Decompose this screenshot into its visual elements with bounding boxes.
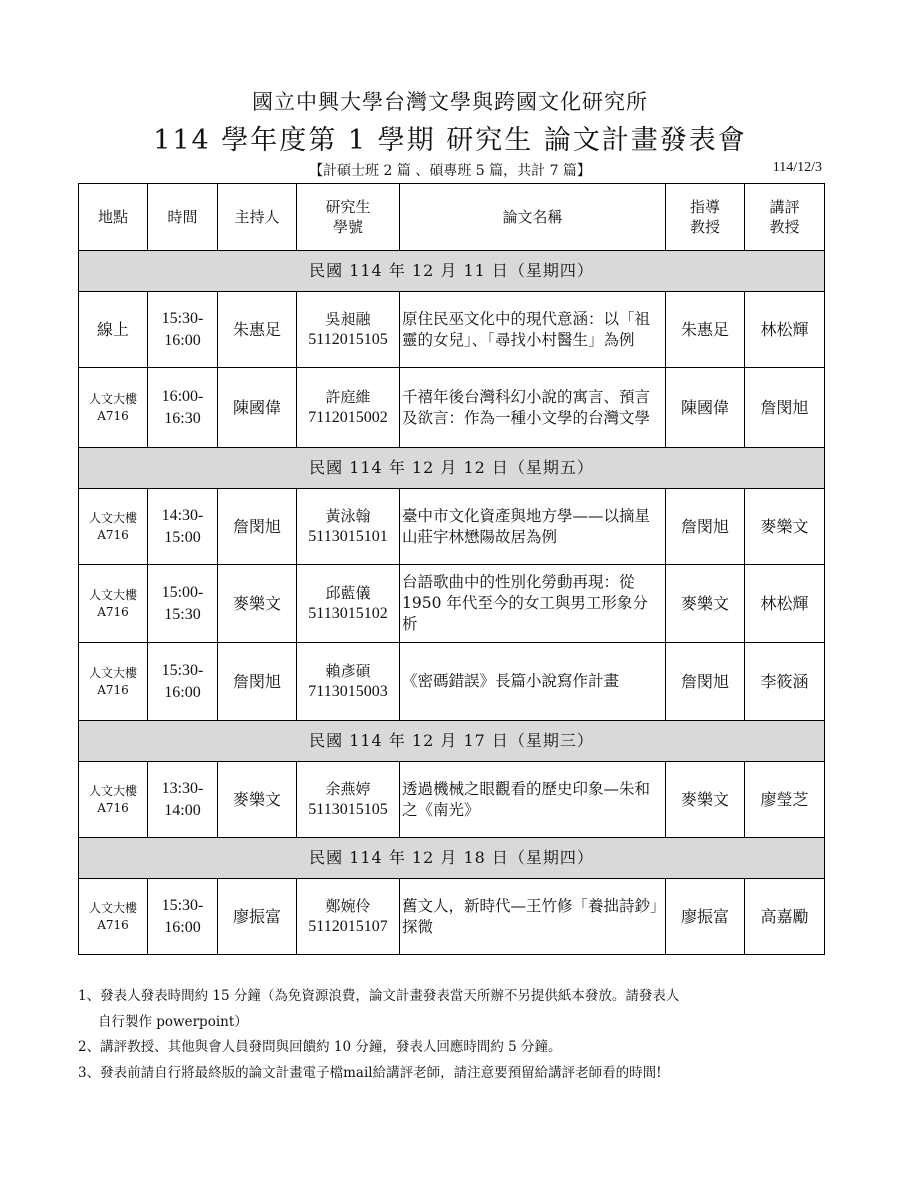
host-cell: 朱惠足: [218, 292, 297, 368]
host-cell: 陳國偉: [218, 368, 297, 448]
header-reviewer-line1: 講評: [769, 197, 800, 216]
location-cell: [79, 565, 148, 643]
advisor-cell: 麥樂文: [666, 762, 745, 838]
student-id: 7113015003: [308, 682, 388, 700]
reviewer-cell: 麥樂文: [745, 489, 825, 565]
note-1-continued: 自行製作 powerpoint）: [98, 1013, 248, 1030]
table-row: [79, 643, 825, 721]
location-cell: [79, 879, 148, 955]
student-cell: [297, 879, 400, 955]
time-end: 14:00: [164, 801, 201, 819]
notes-section: [78, 984, 838, 1087]
student-id: 5113015101: [308, 527, 388, 545]
day-date-label: 民國 114 年 12 月 17 日（星期三）: [79, 721, 825, 762]
host-cell: 詹閔旭: [218, 643, 297, 721]
header-reviewer: [745, 184, 825, 251]
advisor-cell: 詹閔旭: [666, 489, 745, 565]
student-id: 5113015102: [308, 604, 388, 622]
student-id: 5112015107: [308, 917, 388, 935]
time-cell: [148, 368, 218, 448]
time-start: 15:00-: [161, 583, 204, 601]
advisor-cell: 陳國偉: [666, 368, 745, 448]
student-cell: [297, 489, 400, 565]
time-end: 16:00: [164, 331, 201, 349]
time-cell: [148, 489, 218, 565]
header-host: 主持人: [218, 184, 297, 251]
header-thesis: 論文名稱: [400, 184, 666, 251]
location-building: 線上: [96, 319, 129, 339]
time-end: 15:00: [164, 528, 201, 546]
day-header-row: [79, 251, 825, 292]
location-cell: [79, 489, 148, 565]
student-name: 鄭婉伶: [325, 896, 371, 915]
reviewer-cell: 詹閔旭: [745, 368, 825, 448]
paper-count-subtitle: 【計碩士班 2 篇 、碩專班 5 篇，共計 7 篇】: [309, 163, 591, 179]
student-cell: [297, 762, 400, 838]
header-advisor-line1: 指導: [689, 197, 720, 216]
header-student-line1: 研究生: [325, 197, 371, 216]
time-cell: [148, 565, 218, 643]
location-room: A716: [97, 682, 129, 697]
time-start: 14:30-: [161, 506, 204, 524]
thesis-title-cell: 台語歌曲中的性別化勞動再現：從 1950 年代至今的女工與男工形象分析: [400, 565, 666, 643]
student-name: 邱藍儀: [325, 583, 371, 602]
day-date-label: 民國 114 年 12 月 11 日（星期四）: [79, 251, 825, 292]
location-cell: [79, 292, 148, 368]
time-end: 16:30: [164, 409, 201, 427]
student-id: 7112015002: [308, 408, 388, 426]
advisor-cell: 朱惠足: [666, 292, 745, 368]
table-header-row: [79, 184, 825, 251]
day-header-row: [79, 721, 825, 762]
thesis-title-cell: 原住民巫文化中的現代意涵：以「祖靈的女兒」、「尋找小村醫生」為例: [400, 292, 666, 368]
table-row: [79, 762, 825, 838]
time-start: 15:30-: [161, 661, 204, 679]
host-cell: 麥樂文: [218, 762, 297, 838]
thesis-title-cell: 《密碼錯誤》長篇小說寫作計畫: [400, 643, 666, 721]
note-2: 2、講評教授、其他與會人員發問與回饋約 10 分鐘，發表人回應時間約 5 分鐘。: [78, 1039, 562, 1056]
student-name: 余燕婷: [325, 779, 371, 798]
host-cell: 廖振富: [218, 879, 297, 955]
host-cell: 麥樂文: [218, 565, 297, 643]
student-id: 5112015105: [308, 330, 388, 348]
table-row: [79, 879, 825, 955]
time-start: 15:30-: [161, 309, 204, 327]
note-3: 3、發表前請自行將最終版的論文計畫電子檔mail給講評老師，請注意要預留給講評老師看的時間!: [78, 1064, 662, 1081]
time-cell: [148, 292, 218, 368]
time-end: 16:00: [164, 683, 201, 701]
thesis-title-cell: 千禧年後台灣科幻小說的寓言、預言及欲言：作為一種小文學的台灣文學: [400, 368, 666, 448]
institute-title: 國立中興大學台灣文學與跨國文化研究所: [252, 90, 648, 114]
advisor-cell: 詹閔旭: [666, 643, 745, 721]
location-cell: [79, 643, 148, 721]
time-start: 15:30-: [161, 896, 204, 914]
thesis-title-cell: 透過機械之眼觀看的歷史印象—朱和之《南光》: [400, 762, 666, 838]
student-name: 吳昶融: [325, 309, 371, 328]
time-cell: [148, 643, 218, 721]
header-time: 時間: [148, 184, 218, 251]
location-building: 人文大樓: [88, 901, 137, 916]
location-room: A716: [97, 604, 129, 619]
location-building: 人文大樓: [88, 511, 137, 526]
day-date-label: 民國 114 年 12 月 12 日（星期五）: [79, 448, 825, 489]
reviewer-cell: 林松輝: [745, 565, 825, 643]
thesis-title-cell: 舊文人，新時代—王竹修「養拙詩鈔」探微: [400, 879, 666, 955]
student-id: 5113015105: [308, 800, 388, 818]
header-location: 地點: [79, 184, 148, 251]
advisor-cell: 麥樂文: [666, 565, 745, 643]
event-title: 114 學年度第 1 學期 研究生 論文計畫發表會: [153, 125, 747, 156]
location-cell: [79, 368, 148, 448]
location-building: 人文大樓: [88, 666, 137, 681]
day-header-row: [79, 448, 825, 489]
day-header-row: [79, 838, 825, 879]
note-1: 1、發表人發表時間約 15 分鐘（為免資源浪費，論文計畫發表當天所辦不另提供紙本發放。請發表人: [78, 988, 680, 1004]
table-row: [79, 565, 825, 643]
student-cell: [297, 368, 400, 448]
thesis-title-cell: 臺中市文化資產與地方學——以摘星山莊宇林懋陽故居為例: [400, 489, 666, 565]
table-row: [79, 489, 825, 565]
location-cell: [79, 762, 148, 838]
location-room: A716: [97, 800, 129, 815]
reviewer-cell: 廖瑩芝: [745, 762, 825, 838]
reviewer-cell: 高嘉勵: [745, 879, 825, 955]
location-building: 人文大樓: [88, 392, 137, 407]
time-end: 15:30: [164, 605, 201, 623]
table-row: [79, 368, 825, 448]
student-cell: [297, 643, 400, 721]
student-cell: [297, 565, 400, 643]
time-start: 13:30-: [161, 779, 204, 797]
host-cell: 詹閔旭: [218, 489, 297, 565]
location-building: 人文大樓: [88, 784, 137, 799]
student-name: 黃泳翰: [325, 506, 371, 525]
location-room: A716: [97, 527, 129, 542]
schedule-table: [78, 183, 825, 955]
header-reviewer-line2: 教授: [769, 218, 800, 236]
location-room: A716: [97, 917, 129, 932]
day-date-label: 民國 114 年 12 月 18 日（星期四）: [79, 838, 825, 879]
location-room: A716: [97, 408, 129, 423]
student-cell: [297, 292, 400, 368]
header-student: [297, 184, 400, 251]
student-name: 賴彥碩: [325, 661, 371, 680]
time-cell: [148, 879, 218, 955]
header-advisor-line2: 教授: [689, 218, 720, 236]
time-start: 16:00-: [161, 387, 204, 405]
reviewer-cell: 林松輝: [745, 292, 825, 368]
header-student-line2: 學號: [332, 218, 363, 236]
document-date: 114/12/3: [772, 160, 822, 175]
student-name: 許庭維: [325, 387, 371, 406]
time-end: 16:00: [164, 918, 201, 936]
table-row: [79, 292, 825, 368]
location-building: 人文大樓: [88, 588, 137, 603]
header-advisor: [666, 184, 745, 251]
advisor-cell: 廖振富: [666, 879, 745, 955]
time-cell: [148, 762, 218, 838]
reviewer-cell: 李筱涵: [745, 643, 825, 721]
